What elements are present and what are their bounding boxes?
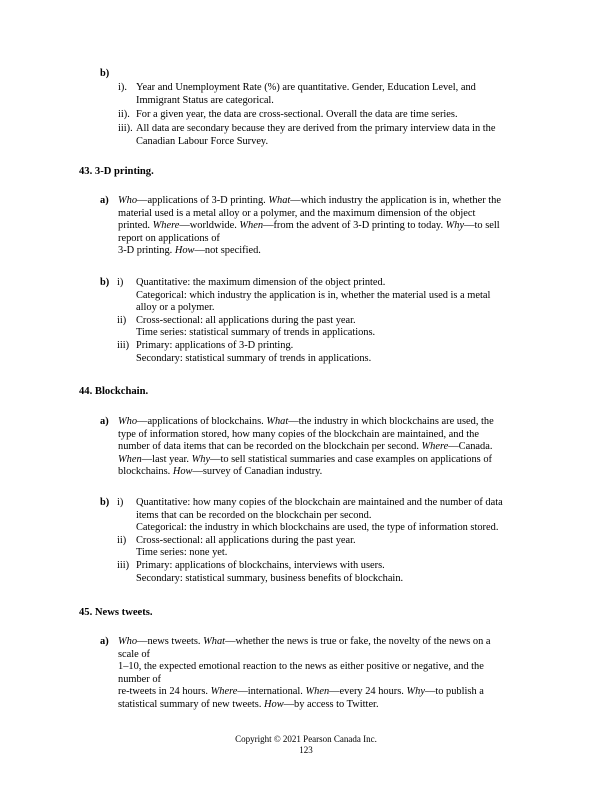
- text-run: material used is a metal alloy or a polymer, and the maximum dimension of the object: [118, 207, 476, 219]
- list-item-line: Primary: applications of blockchains, interviews with users.: [136, 560, 385, 571]
- text-run: re-tweets in 24 hours.: [118, 686, 211, 698]
- paragraph-line: [118, 220, 500, 233]
- paragraph-line: [118, 208, 475, 221]
- italic-term: Who: [118, 636, 138, 647]
- paragraph-line: [118, 233, 220, 246]
- q43-a-label: a): [100, 195, 109, 206]
- italic-term: What: [203, 636, 226, 647]
- q44-heading: 44. Blockchain.: [79, 386, 149, 397]
- list-item-line: Categorical: the industry in which blockchains are used, the type of information stored.: [136, 522, 499, 534]
- footer-copyright: Copyright © 2021 Pearson Canada Inc.: [235, 734, 377, 744]
- list-item-line: Secondary: statistical summary of trends in applications.: [136, 352, 372, 364]
- list-item-line: For a given year, the data are cross-sectional. Overall the data are time series.: [136, 108, 458, 120]
- text-run: —Canada.: [448, 441, 493, 453]
- list-item-number: i): [117, 277, 124, 288]
- text-run: printed.: [118, 220, 153, 232]
- italic-term: Who: [118, 195, 138, 206]
- text-run: —news tweets.: [137, 636, 204, 647]
- list-item-number: i): [117, 497, 124, 508]
- italic-term: How: [174, 245, 195, 257]
- paragraph-line: [118, 195, 501, 208]
- list-item-line: Quantitative: the maximum dimension of the object printed.: [136, 277, 386, 288]
- italic-term: Where: [152, 220, 180, 232]
- list-item-number: i).: [118, 82, 127, 93]
- list-item-line: Quantitative: how many copies of the blockchain are maintained and the number of data: [136, 497, 503, 508]
- q45-a-label: a): [100, 636, 109, 647]
- paragraph-line: [118, 674, 161, 687]
- q43-b-label: b): [100, 277, 110, 288]
- list-item-number: iii): [117, 340, 130, 351]
- italic-term: Why: [406, 686, 425, 698]
- text-run: 3-D printing.: [118, 245, 175, 257]
- text-run: —every 24 hours.: [329, 686, 407, 698]
- italic-term: What: [266, 416, 289, 427]
- text-run: 1–10, the expected emotional reaction to the news as either positive or negative, and the: [118, 661, 484, 673]
- paragraph-line: [118, 699, 379, 712]
- text-run: —from the advent of 3-D printing to today.: [263, 220, 446, 232]
- list-item-line: Immigrant Status are categorical.: [136, 94, 274, 106]
- list-item-line: Year and Unemployment Rate (%) are quantitative. Gender, Education Level, and: [136, 82, 476, 93]
- paragraph-line: [118, 636, 491, 649]
- list-item-line: Cross-sectional: all applications during the past year.: [136, 534, 356, 546]
- paragraph-line: [118, 466, 322, 479]
- text-run: —to publish a: [424, 686, 484, 698]
- paragraph-line: [118, 686, 484, 699]
- text-run: —to sell: [464, 220, 500, 232]
- text-run: —survey of Canadian industry.: [192, 466, 323, 478]
- italic-term: How: [172, 466, 193, 478]
- text-run: type of information stored, how many copies of the blockchain are maintained, and the: [118, 428, 479, 440]
- text-run: —not specified.: [194, 245, 261, 257]
- list-item-number: ii): [117, 314, 127, 326]
- list-item-line: Canadian Labour Force Survey.: [136, 135, 269, 147]
- italic-term: When: [305, 686, 330, 698]
- italic-term: How: [264, 699, 284, 710]
- paragraph-line: [118, 416, 494, 429]
- text-run: number of data items that can be recorded on the blockchain per second.: [118, 441, 422, 453]
- q44-b-label: b): [100, 497, 110, 508]
- list-item-line: Secondary: statistical summary, business benefits of blockchain.: [136, 572, 404, 584]
- text-run: —last year.: [141, 453, 192, 465]
- paragraph-line: [118, 454, 492, 467]
- italic-term: When: [239, 220, 264, 232]
- list-item-line: Categorical: which industry the application is in, whether the material used is a metal: [136, 289, 491, 301]
- q43-heading: 43. 3-D printing.: [79, 166, 154, 177]
- paragraph-line: [118, 661, 484, 674]
- list-item-line: Primary: applications of 3-D printing.: [136, 340, 294, 351]
- list-item-line: All data are secondary because they are derived from the primary interview data in the: [136, 123, 496, 134]
- text-run: report on applications of: [118, 232, 220, 244]
- paragraph-line: [118, 649, 150, 662]
- list-item-number: ii).: [118, 108, 130, 120]
- text-run: —applications of blockchains.: [137, 416, 267, 427]
- list-item-line: items that can be recorded on the blockchain per second.: [136, 509, 372, 521]
- list-item-line: Time series: statistical summary of trends in applications.: [136, 327, 376, 339]
- text-run: —applications of 3-D printing.: [137, 195, 269, 206]
- italic-term: What: [268, 195, 291, 206]
- list-item-line: Cross-sectional: all applications during the past year.: [136, 314, 356, 326]
- list-item-number: ii): [117, 534, 127, 546]
- list-item-number: iii).: [118, 123, 133, 134]
- text-run: number of: [118, 673, 161, 685]
- italic-term: Who: [118, 416, 138, 427]
- q44-a-label: a): [100, 416, 109, 427]
- list-item-line: alloy or a polymer.: [136, 302, 215, 314]
- text-run: —the industry in which blockchains are used, the: [288, 416, 494, 427]
- text-run: —international.: [237, 686, 306, 698]
- list-item-line: Time series: none yet.: [136, 547, 228, 559]
- text-run: —whether the news is true or fake, the novelty of the news on a: [225, 636, 491, 647]
- italic-term: Where: [421, 441, 449, 453]
- text-run: —to sell statistical summaries and case examples on applications of: [210, 453, 492, 465]
- text-run: scale of: [118, 648, 151, 660]
- q42-b-label: b): [100, 68, 110, 79]
- paragraph-line: [118, 245, 261, 258]
- q45-heading: 45. News tweets.: [79, 607, 153, 618]
- list-item-number: iii): [117, 560, 130, 571]
- text-run: —which industry the application is in, whether the: [290, 195, 501, 206]
- italic-term: Why: [445, 220, 465, 232]
- paragraph-line: [118, 441, 492, 454]
- text-run: —worldwide.: [179, 220, 240, 232]
- italic-term: Where: [210, 686, 238, 698]
- text-run: —by access to Twitter.: [283, 699, 379, 710]
- italic-term: Why: [191, 453, 211, 465]
- footer-page-number: 123: [299, 745, 313, 755]
- text-run: statistical summary of new tweets.: [118, 699, 265, 710]
- paragraph-line: [118, 429, 479, 442]
- text-run: blockchains.: [118, 466, 173, 478]
- italic-term: When: [118, 453, 142, 465]
